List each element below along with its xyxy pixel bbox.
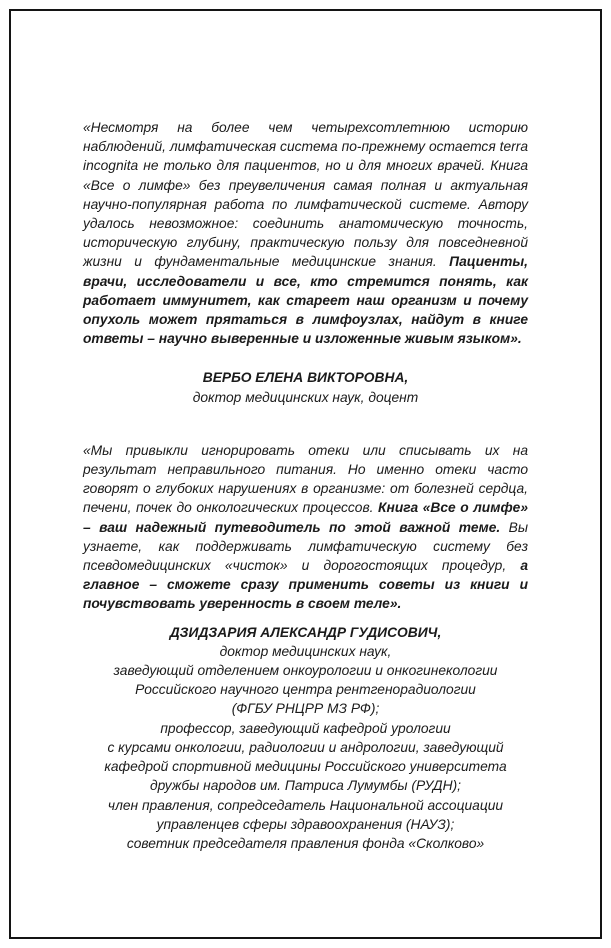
attribution-2-name: ДЗИДЗАРИЯ АЛЕКСАНДР ГУДИСОВИЧ, <box>169 624 442 640</box>
attribution-1-name: ВЕРБО ЕЛЕНА ВИКТОРОВНА, <box>202 370 409 386</box>
attribution-title-line: доктор медицинских наук, <box>219 643 392 659</box>
attribution-title-line: дружбы народов им. Патриса Лумумбы (РУДН); <box>149 778 462 794</box>
attribution-title-line: член правления, сопредседатель Национальной ассоциации <box>107 797 504 813</box>
attribution-title-line: заведующий отделением онкоурологии и онкогинекологии <box>113 663 498 679</box>
attribution-title-line: (ФГБУ РНЦРР МЗ РФ); <box>231 701 380 717</box>
quote-text: «Несмотря на более чем четырехсотлетнюю историю наблюдений, лимфатическая система по-прежнему остается terra incognita не только для пациентов, но и для многих врачей. Книга «Все о лимфе» без преувеличения самая полная и актуальная научно-популярная работа по лимфатической системе. Автору удалось невозможное: соединить анатомическую точность, историческую глубину, практическую пользу для повседневной жизни и фундаментальные медицинские знания. <box>83 120 528 270</box>
attribution-title-line: управленцев сферы здравоохранения (НАУЗ); <box>156 816 455 832</box>
attribution-title-line: кафедрой спортивной медицины Российского университета <box>104 759 507 775</box>
attribution-title-line: Российского научного центра рентгенорадиологии <box>135 682 476 698</box>
attribution-title-line: советник председателя правления фонда «Сколково» <box>126 835 485 851</box>
quote-emphasis-text: Пациенты, врачи, исследователи и все, кто стремится понять, как работает иммунитет, как стареет наш организм и почему опухоль может прятаться в лимфоузлах, найдут в книге ответы – научно выверенные и изложенные живым языком». <box>83 254 528 347</box>
attribution-1-title: доктор медицинских наук, доцент <box>192 389 419 405</box>
attribution-1 <box>83 368 528 406</box>
page-content <box>83 118 528 853</box>
quote-emphasis-text: а главное – сможете сразу применить советы из книги и почувствовать уверенность в своем теле». <box>83 558 528 612</box>
quote-1 <box>83 118 528 348</box>
attribution-2-titles <box>83 642 528 853</box>
attribution-title-line: с курсами онкологии, радиологии и андрологии, заведующий <box>107 739 504 755</box>
quote-text: «Мы привыкли игнорировать отеки или списывать их на результат неправильного питания. Но именно отеки часто говорят о глубоких нарушениях в организме: от болезней сердца, печени, почек до онкологических процессов. <box>83 442 528 516</box>
quote-emphasis-text: Книга «Все о лимфе» – ваш надежный путеводитель по этой важной теме. <box>83 500 528 535</box>
quote-text: Вы узнаете, как поддерживать лимфатическую систему без псевдомедицинских «чисток» и дорогостоящих процедур, <box>83 519 528 574</box>
quote-2 <box>83 441 528 614</box>
attribution-2 <box>83 623 528 853</box>
attribution-title-line: профессор, заведующий кафедрой урологии <box>160 720 451 736</box>
